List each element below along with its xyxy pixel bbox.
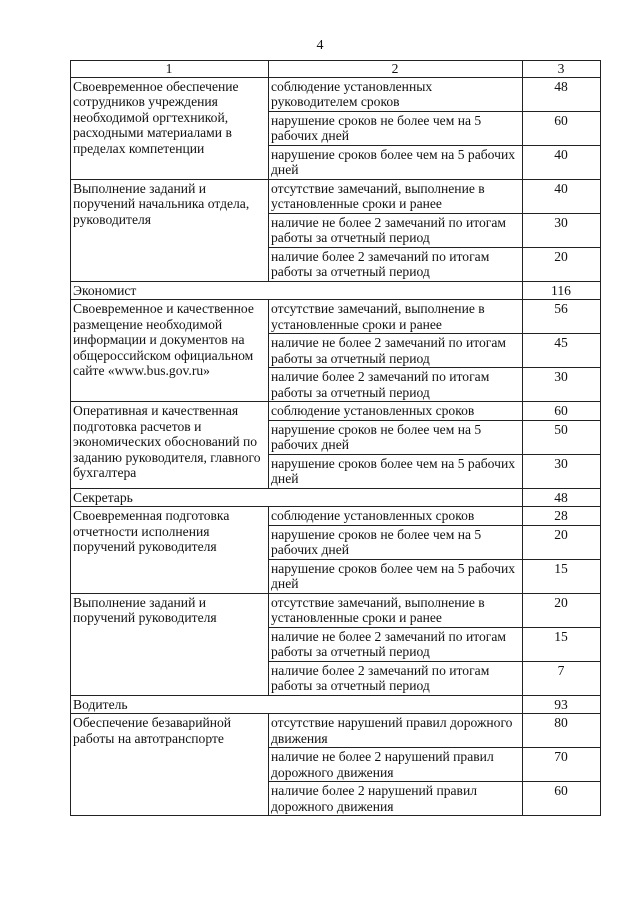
- score-cell: 70: [523, 748, 601, 782]
- condition-cell: наличие не более 2 замечаний по итогам работы за отчетный период: [269, 627, 523, 661]
- condition-cell: соблюдение установленных сроков: [269, 507, 523, 526]
- criterion-cell: Своевременное обеспечение сотрудников учреждения необходимой оргтехникой, расходными материалами в пределах компетенции: [71, 77, 269, 179]
- criterion-cell: Выполнение заданий и поручений руководителя: [71, 593, 269, 695]
- score-cell: 60: [523, 782, 601, 816]
- score-cell: 20: [523, 247, 601, 281]
- condition-cell: наличие не более 2 нарушений правил дорожного движения: [269, 748, 523, 782]
- score-cell: 60: [523, 111, 601, 145]
- table-row: [71, 714, 601, 748]
- condition-cell: нарушение сроков более чем на 5 рабочих дней: [269, 454, 523, 488]
- criterion-cell: Оперативная и качественная подготовка расчетов и экономических обоснований по заданию руководителя, главного бухгалтера: [71, 402, 269, 489]
- table-row: [71, 179, 601, 213]
- condition-cell: наличие более 2 замечаний по итогам работы за отчетный период: [269, 368, 523, 402]
- score-cell: 40: [523, 145, 601, 179]
- section-row: [71, 281, 601, 300]
- table-row: [71, 77, 601, 111]
- section-title: Секретарь: [71, 488, 523, 507]
- condition-cell: наличие не более 2 замечаний по итогам работы за отчетный период: [269, 213, 523, 247]
- score-cell: 48: [523, 77, 601, 111]
- column-header-3: 3: [523, 61, 601, 78]
- score-cell: 80: [523, 714, 601, 748]
- score-cell: 30: [523, 213, 601, 247]
- table-row: [71, 507, 601, 526]
- score-cell: 20: [523, 525, 601, 559]
- criteria-table: [70, 60, 601, 816]
- condition-cell: нарушение сроков не более чем на 5 рабочих дней: [269, 420, 523, 454]
- criterion-cell: Обеспечение безаварийной работы на автотранспорте: [71, 714, 269, 816]
- table-header-row: [71, 61, 601, 78]
- score-cell: 60: [523, 402, 601, 421]
- condition-cell: наличие не более 2 замечаний по итогам работы за отчетный период: [269, 334, 523, 368]
- page-number: 4: [316, 38, 324, 53]
- section-row: [71, 488, 601, 507]
- score-cell: 15: [523, 559, 601, 593]
- table-row: [71, 402, 601, 421]
- section-title: Водитель: [71, 695, 523, 714]
- condition-cell: наличие более 2 нарушений правил дорожного движения: [269, 782, 523, 816]
- criterion-cell: Своевременное и качественное размещение необходимой информации и документов на общероссийском официальном сайте «www.bus.gov.ru»: [71, 300, 269, 402]
- condition-cell: нарушение сроков более чем на 5 рабочих дней: [269, 145, 523, 179]
- condition-cell: нарушение сроков не более чем на 5 рабочих дней: [269, 525, 523, 559]
- section-title: Экономист: [71, 281, 523, 300]
- score-cell: 40: [523, 179, 601, 213]
- condition-cell: соблюдение установленных руководителем сроков: [269, 77, 523, 111]
- condition-cell: отсутствие замечаний, выполнение в установленные сроки и ранее: [269, 593, 523, 627]
- condition-cell: отсутствие нарушений правил дорожного движения: [269, 714, 523, 748]
- section-total: 48: [523, 488, 601, 507]
- condition-cell: нарушение сроков не более чем на 5 рабочих дней: [269, 111, 523, 145]
- score-cell: 7: [523, 661, 601, 695]
- criterion-cell: Выполнение заданий и поручений начальника отдела, руководителя: [71, 179, 269, 281]
- section-total: 116: [523, 281, 601, 300]
- score-cell: 20: [523, 593, 601, 627]
- section-total: 93: [523, 695, 601, 714]
- condition-cell: нарушение сроков более чем на 5 рабочих дней: [269, 559, 523, 593]
- table-row: [71, 300, 601, 334]
- condition-cell: наличие более 2 замечаний по итогам работы за отчетный период: [269, 661, 523, 695]
- condition-cell: отсутствие замечаний, выполнение в установленные сроки и ранее: [269, 300, 523, 334]
- score-cell: 15: [523, 627, 601, 661]
- criterion-cell: Своевременная подготовка отчетности исполнения поручений руководителя: [71, 507, 269, 594]
- score-cell: 30: [523, 368, 601, 402]
- condition-cell: соблюдение установленных сроков: [269, 402, 523, 421]
- section-row: [71, 695, 601, 714]
- column-header-2: 2: [269, 61, 523, 78]
- condition-cell: наличие более 2 замечаний по итогам работы за отчетный период: [269, 247, 523, 281]
- table-row: [71, 593, 601, 627]
- score-cell: 45: [523, 334, 601, 368]
- score-cell: 28: [523, 507, 601, 526]
- score-cell: 50: [523, 420, 601, 454]
- score-cell: 56: [523, 300, 601, 334]
- column-header-1: 1: [71, 61, 269, 78]
- condition-cell: отсутствие замечаний, выполнение в установленные сроки и ранее: [269, 179, 523, 213]
- score-cell: 30: [523, 454, 601, 488]
